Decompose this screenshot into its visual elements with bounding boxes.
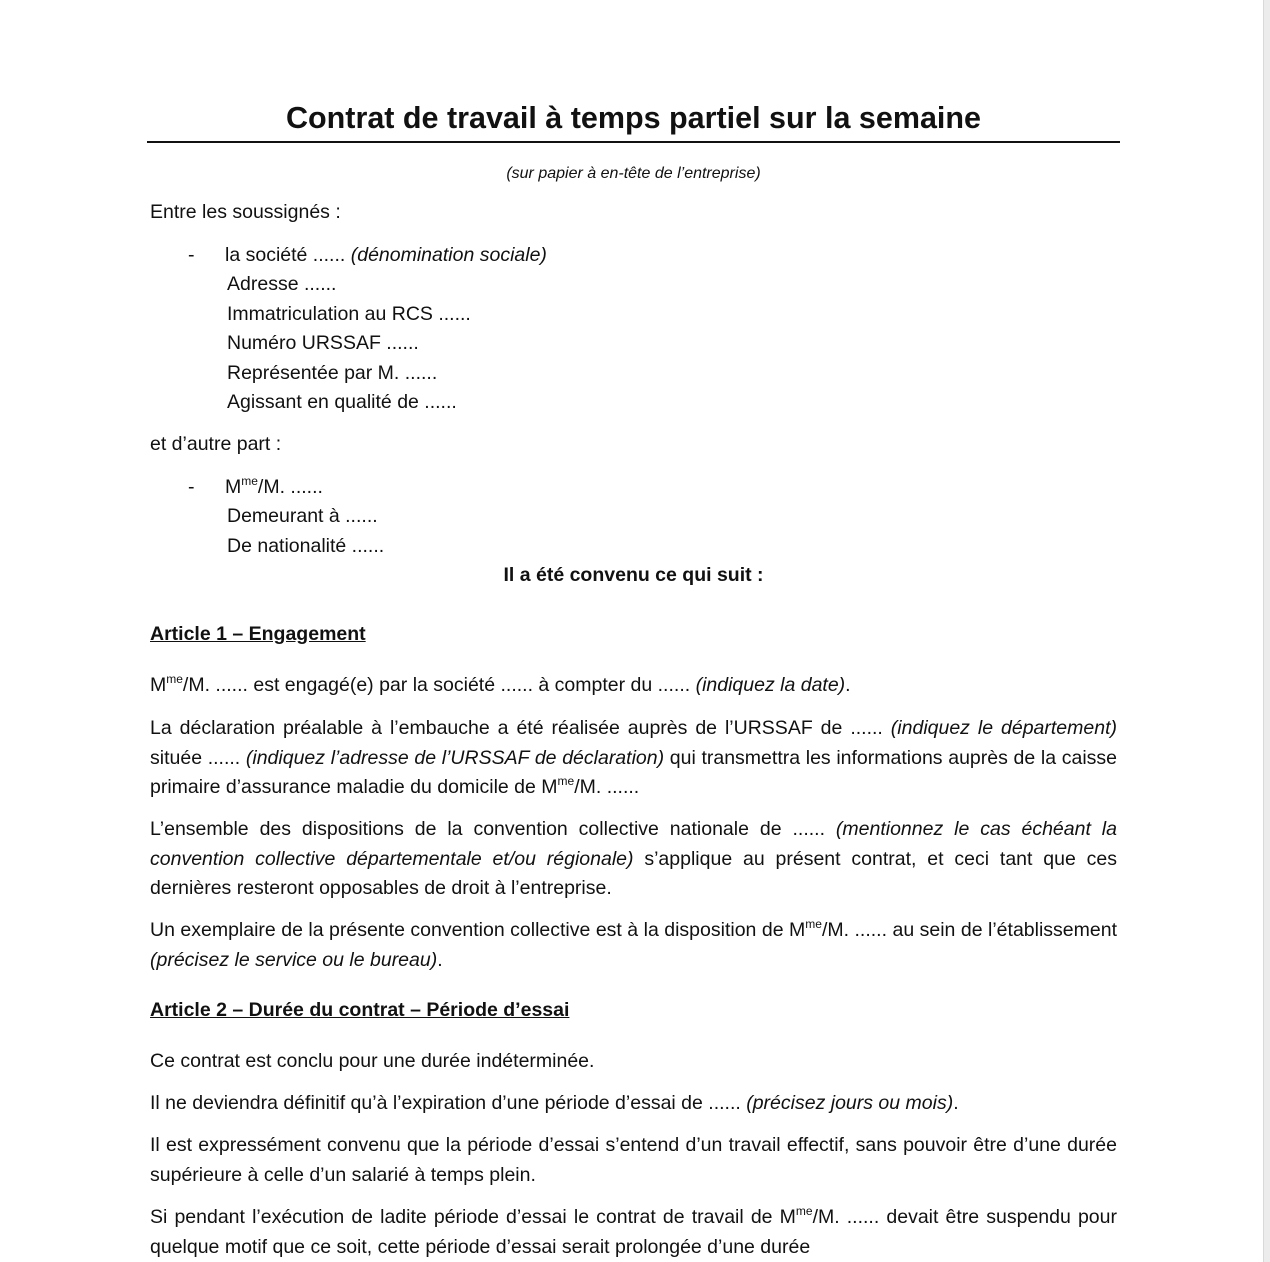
article-1-paragraph-3: [150, 815, 1117, 904]
text-run: .: [437, 948, 443, 971]
hint-run: (précisez jours ou mois): [746, 1092, 954, 1114]
mme-superscript: me: [166, 671, 183, 686]
company-name-hint: (dénomination sociale): [350, 244, 547, 266]
text-run: /M. ...... devait être suspendu pour quelque motif que ce soit, cette période d’essai serait prolongée d’une durée: [150, 1206, 1117, 1258]
company-rcs: Immatriculation au RCS ......: [227, 303, 471, 325]
article-1-heading: Article 1 – Engagement: [150, 623, 366, 645]
text-run: .: [845, 674, 851, 696]
text-run: qui transmettra les informations auprès de la caisse primaire d’assurance maladie du domicile de: [150, 746, 1117, 798]
text-run: Il ne deviendra définitif qu’à l’expiration d’une période d’essai de ......: [150, 1092, 747, 1114]
agreement-heading: Il a été convenu ce qui suit :: [503, 564, 764, 586]
mme-superscript: me: [805, 916, 822, 931]
company-name-line: [225, 241, 547, 271]
hint-run: (indiquez le département): [890, 717, 1117, 739]
other-party-intro: et d’autre part :: [150, 433, 282, 455]
mme-superscript: me: [795, 1203, 813, 1218]
list-dash: -: [188, 476, 195, 498]
company-urssaf: Numéro URSSAF ......: [227, 332, 419, 354]
text-run: Un exemplaire de la présente convention collective est à la disposition de: [150, 919, 790, 941]
article-2-paragraph-2: [150, 1089, 959, 1119]
mme-prefix: M: [779, 1206, 796, 1228]
company-representative: Représentée par M. ......: [227, 362, 438, 384]
text-run: s’applique au présent contrat, et ceci tant que ces dernières resteront opposables de droit à l’entreprise.: [150, 847, 1118, 899]
article-1-paragraph-2: [150, 714, 1117, 803]
employee-nationality: De nationalité ......: [227, 535, 385, 557]
article-2-paragraph-3: Il est expressément convenu que la période d’essai s’entend d’un travail effectif, sans pouvoir être d’une durée supérieure à celle d’un salarié à temps plein.: [150, 1134, 1117, 1186]
employee-name-line: [225, 473, 323, 503]
mme-superscript: me: [241, 473, 258, 488]
hint-run: (mentionnez le cas échéant la convention collective départementale et/ou régionale): [150, 818, 1117, 870]
page-title: Contrat de travail à temps partiel sur la semaine: [147, 96, 1120, 143]
article-1-paragraph-4: [150, 916, 1117, 975]
mme-prefix: M: [541, 776, 558, 798]
company-name-text: la société ......: [225, 244, 351, 266]
article-2-paragraph-1: Ce contrat est conclu pour une durée indéterminée.: [150, 1050, 595, 1072]
text-run: .: [953, 1092, 959, 1114]
text-run: L’ensemble des dispositions de la convention collective nationale de ......: [150, 818, 836, 840]
company-capacity: Agissant en qualité de ......: [227, 391, 457, 413]
company-address: Adresse ......: [227, 273, 337, 295]
hint-run: (indiquez l’adresse de l’URSSAF de déclaration): [245, 746, 665, 769]
text-run: située ......: [150, 746, 246, 769]
text-run: La déclaration préalable à l’embauche a été réalisée auprès de l’URSSAF de ......: [150, 717, 891, 739]
article-1-paragraph-1: [150, 671, 851, 701]
mme-superscript: me: [557, 773, 575, 788]
parties-intro: Entre les soussignés :: [150, 201, 341, 223]
mme-prefix: M: [789, 919, 806, 941]
window-edge: [1263, 0, 1270, 1262]
letterhead-note: (sur papier à en-tête de l’entreprise): [506, 165, 761, 182]
text-run: /M. ......: [574, 776, 640, 798]
list-dash: -: [188, 244, 195, 266]
article-2-heading: Article 2 – Durée du contrat – Période d’essai: [150, 999, 570, 1021]
hint-run: (précisez le service ou le bureau): [150, 948, 438, 971]
employee-residence: Demeurant à ......: [227, 505, 378, 527]
text-run: /M. ...... est engagé(e) par la société ...... à compter du ......: [182, 674, 696, 696]
employee-name-text: /M. ......: [257, 476, 323, 498]
text-run: Si pendant l’exécution de ladite période d’essai le contrat de travail de: [150, 1206, 780, 1228]
text-run: /M. ...... au sein de l’établissement: [821, 919, 1117, 941]
article-2-paragraph-4: [150, 1203, 1117, 1262]
mme-prefix: M: [225, 476, 242, 498]
hint-run: (indiquez la date): [695, 674, 846, 696]
mme-prefix: M: [150, 674, 167, 696]
